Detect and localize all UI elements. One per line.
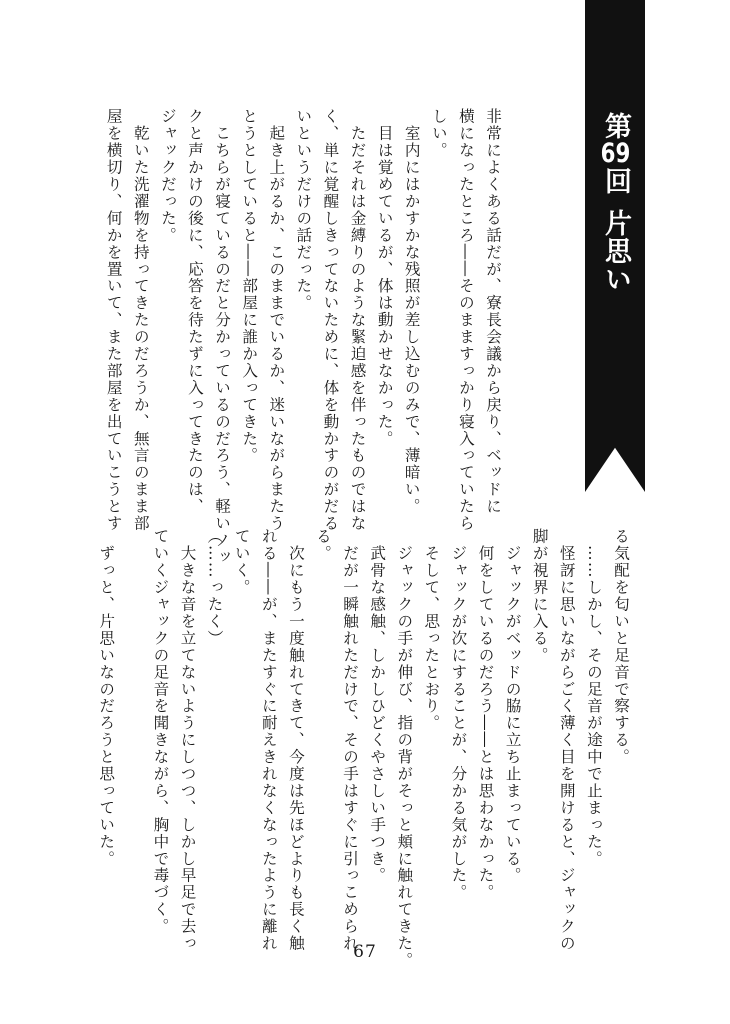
chapter-heading xyxy=(593,112,637,412)
body-text-upper: 非常によくある話だが、寮長会議から戻り、ベッドに 横になったところ――そのまますっかり寝入っていたら しい。 室内にはかすかな残照が差し込むのみで、薄暗い。 目は覚めているが、体は動かせなかった。 ただそれは金縛りのような緊迫感を伴ったものではな く、単に覚醒しきってないために、体を動かすのがだる いというだけの話だった。 起き上がるか、このままでいるか、迷いながらまたう とうとしていると――部屋に誰か入ってきた。 こちらが寝ているのだと分かっているのだろう、軽いノッ クと声かけの後に、応答を待たずに入ってきたのは、 ジャックだった。 乾いた洗濯物を持ってきたのだろうか、無言のまま部 屋を横切り、何かを置いて、また部屋を出ていこうとす xyxy=(104,108,502,566)
chapter-number: 69 xyxy=(600,140,631,167)
page-number: 67 xyxy=(353,942,377,962)
chapter-title: 片思い xyxy=(600,209,631,293)
body-text-lower: る気配を匂いと足音で察する。 ……しかし、その足音が途中で止まった。 怪訝に思いながらごく薄く目を開けると、ジャックの 脚が視界に入る。 ジャックがベッドの脇に立ち止まっている。 何をしているのだろう――とは思わなかった。 ジャックが次にすることが、分かる気がした。 そして、思ったとおり。 ジャックの手が伸び、指の背がそっと頬に触れてきた。 武骨な感触、しかしひどくやさしい手つき。 だが一瞬触れただけで、その手はすぐに引っこめられ る。 次にもう一度触れてきて、今度は先ほどよりも長く触 れる――が、またすぐに耐えきれなくなったように離れ ていく。 （……ったく） 大きな音を立てないようにしつつ、しかし早足で去っ ていくジャックの足音を聞きながら、胸中で毒づく。 ずっと、片思いなのだろうと思っていた。 xyxy=(97,528,630,969)
chapter-number-prefix: 第 xyxy=(600,112,631,140)
chapter-number-suffix: 回 xyxy=(600,167,631,195)
